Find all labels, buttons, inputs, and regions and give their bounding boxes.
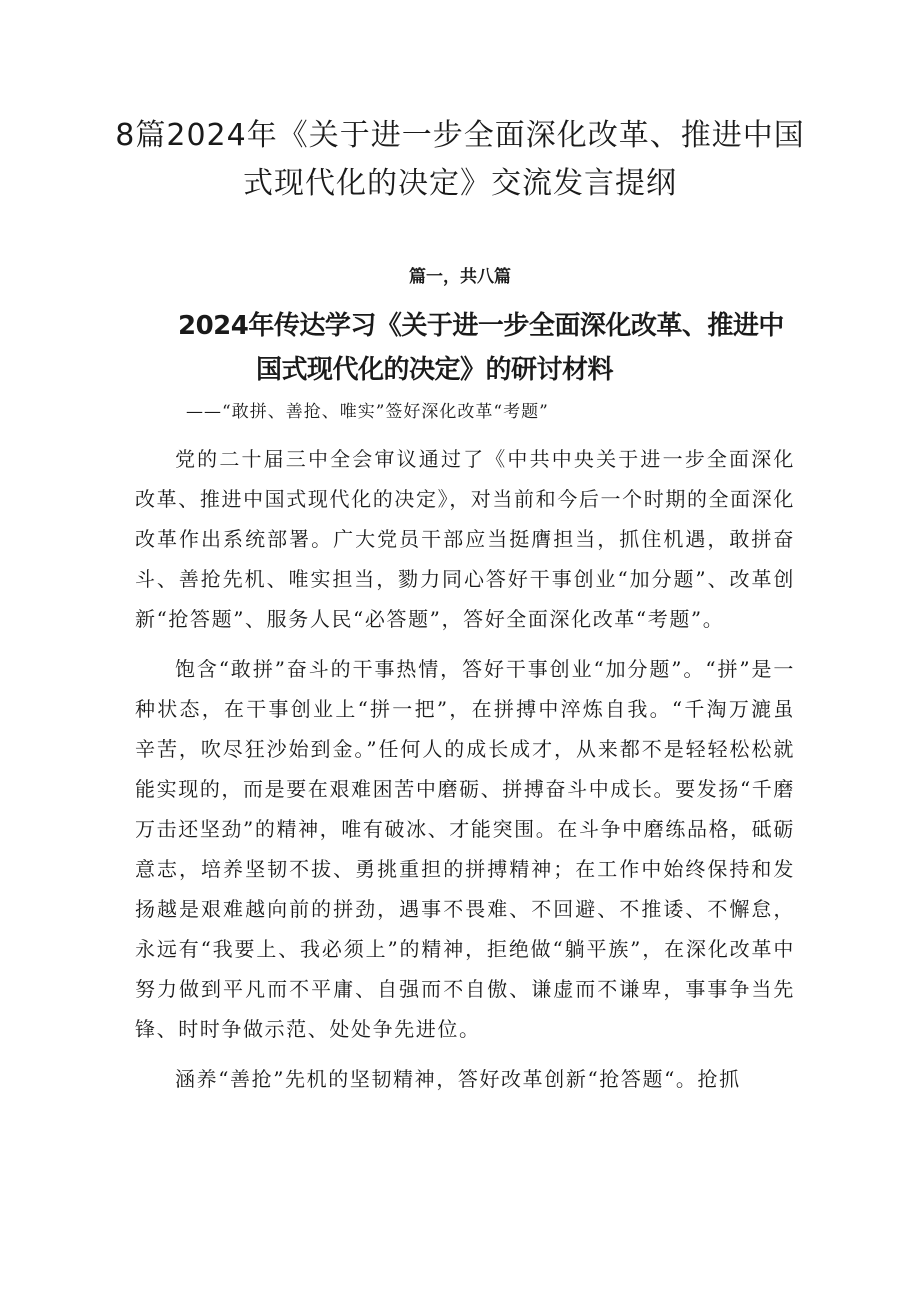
paragraph: 党的二十届三中全会审议通过了《中共中央关于进一步全面深化改革、推进中国式现代化的决定》，对当前和今后一个时期的全面深化改革作出系统部署。广大党员干部应当挺膺担当，抓住机遇，敢拼奋斗、善抢先机、唯实担当，勠力同心答好干事创业“加分题”、改革创新“抢答题”、服务人民“必答题”，答好全面深化改革“考题”。 (135, 447, 795, 631)
part-label: 篇一，共八篇 (409, 267, 511, 287)
article-subtitle: ——“敢拼、善抢、唯实”签好深化改革“考题” (186, 402, 549, 422)
body-text (135, 439, 795, 1109)
article-title-line1: 2024年传达学习《关于进一步全面深化改革、推进中 (178, 311, 784, 341)
document-title: 8篇2024年《关于进一步全面深化改革、推进中国式现代化的决定》交流发言提纲 (115, 118, 805, 201)
paragraph: 饱含“敢拼”奋斗的干事热情，答好干事创业“加分题”。“拼”是一种状态，在干事创业上“拼一把”，在拼搏中淬炼自我。“千淘万漉虽辛苦，吹尽狂沙始到金。”任何人的成长成才，从来都不是轻轻松松就能实现的，而是要在艰难困苦中磨砺、拼搏奋斗中成长。要发扬“千磨万击还坚劲”的精神，唯有破冰、才能突围。在斗争中磨练品格，砥砺意志，培养坚韧不拔、勇挑重担的拼搏精神；在工作中始终保持和发扬越是艰难越向前的拼劲，遇事不畏难、不回避、不推诿、不懈怠，永远有“我要上、我必须上”的精神，拒绝做“躺平族”，在深化改革中努力做到平凡而不平庸、自强而不自傲、谦虚而不谦卑，事事争当先锋、时时争做示范、处处争先进位。 (135, 657, 795, 1041)
article-title (178, 304, 818, 392)
article-title-line2: 国式现代化的决定》的研讨材料 (256, 355, 614, 385)
paragraph: 涵养“善抢”先机的坚韧精神，答好改革创新“抢答题“。抢抓 (175, 1067, 741, 1091)
